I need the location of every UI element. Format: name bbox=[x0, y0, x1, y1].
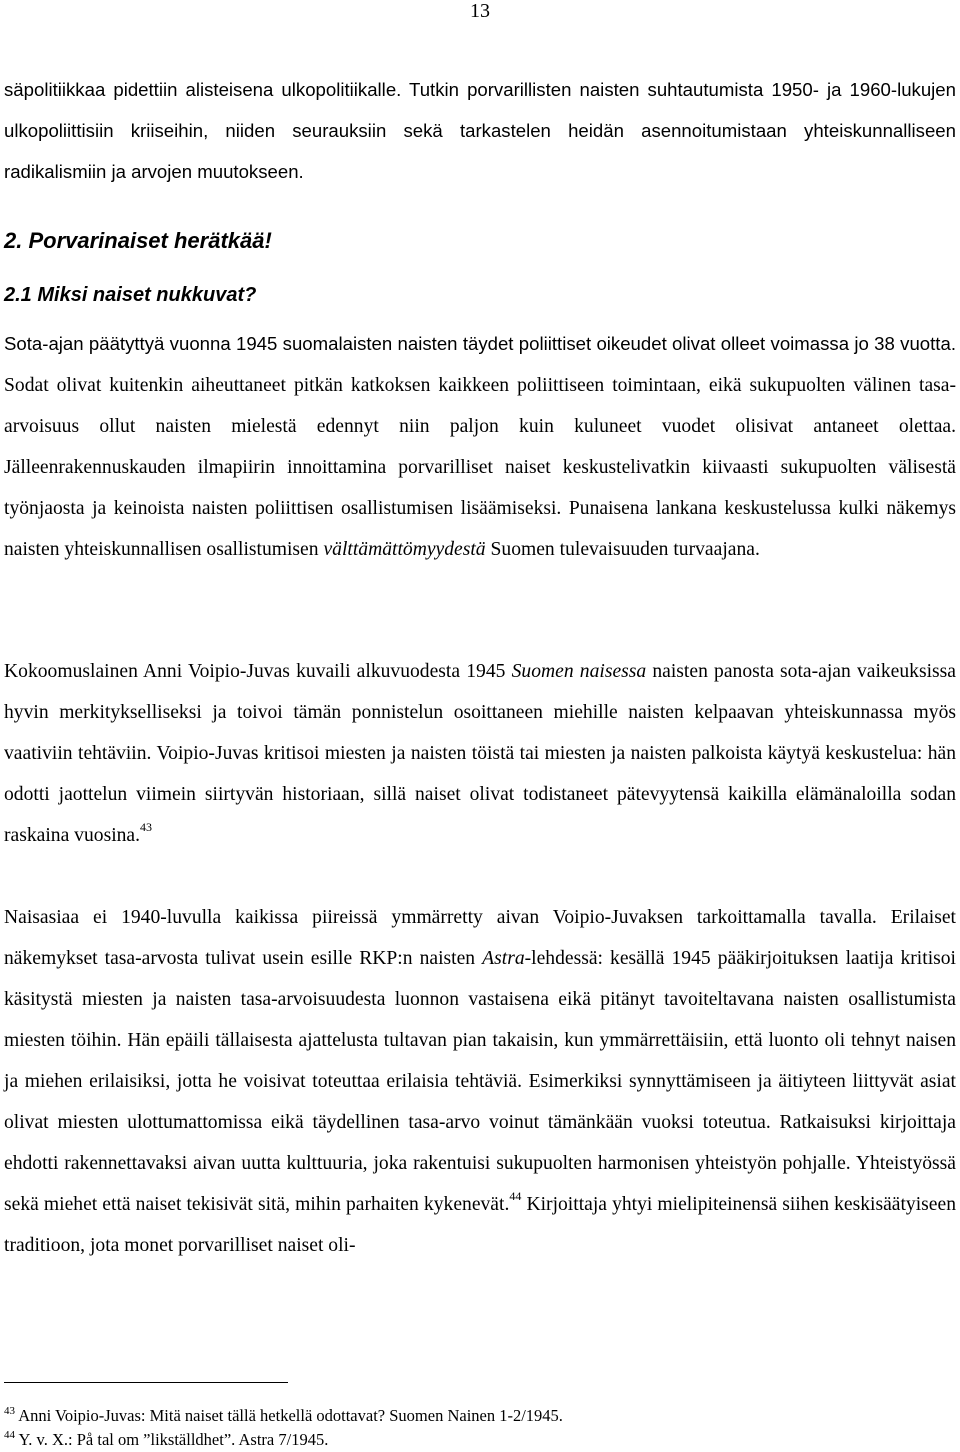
footnote-number: 44 bbox=[4, 1429, 15, 1441]
paragraph-3 bbox=[4, 897, 956, 1266]
paragraph-2-publication: Suomen naisessa bbox=[511, 661, 647, 682]
paragraph-3-end: Kirjoittaja yhtyi mielipiteinensä siihen keskisäätyiseen traditioon, jota monet porvarilliset naiset oli- bbox=[4, 1194, 956, 1256]
subsection-heading: 2.1 Miksi naiset nukkuvat? bbox=[4, 284, 257, 306]
paragraph-3-start: Naisasiaa ei 1940-luvulla kaikissa piireissä ymmärretty aivan Voipio-Juvaksen tarkoittamalla tavalla. Erilaiset näkemykset tasa-arvosta tulivat usein esille RKP:n naisten bbox=[4, 907, 956, 969]
paragraph-3-publication: Astra bbox=[482, 948, 525, 969]
paragraph-2-start: Kokoomuslainen Anni Voipio-Juvas kuvaili alkuvuodesta 1945 bbox=[4, 661, 512, 682]
paragraph-1-body: Sodat olivat kuitenkin aiheuttaneet pitkän katkoksen kaikkeen poliittiseen toimintaan, eikä sukupuolten välinen tasa-arvoisuus ollut naisten mielestä edennyt niin paljon kuin kuluneet vuodet olisivat antaneet olettaa. Jälleenrakennuskauden ilmapiirin innoittamina porvarilliset naiset keskustelivatkin kiivaasti sukupuolten välisestä työnjaosta ja keinoista naisten poliittisen osallistumisen lisäämiseksi. Punaisena lankana keskustelussa kulki näkemys naisten yhteiskunnallisen osallistumisen bbox=[4, 375, 956, 560]
footnotes bbox=[4, 1404, 956, 1452]
paragraph-3-body: -lehdessä: kesällä 1945 pääkirjoituksen laatija kritisoi käsitystä miesten ja naisten tasa-arvoisuudesta luonnon vastaisena eikä pitänyt tavoiteltavana naisten osallistumista miesten töihin. Hän epäili tällaisesta ajattelusta tultavan pian takaisin, kun ymmärrettäisiin, että luonto oli tehnyt naisen ja miehen erilaisiksi, jotta he voisivat toteuttaa erilaisia tehtäviä. Esimerkiksi synnyttämiseen ja äitiyteen liittyvät asiat olivat miesten ulottumattomissa eikä täydellinen tasa-arvo voinut tämänkään vuoksi toteutua. Ratkaisuksi kirjoittaja ehdotti rakennettavaksi aivan uutta kulttuuria, joka rakentuisi sukupuolten harmonisen yhteistyön pohjalle. Yhteistyössä sekä miehet että naiset tekisivät sitä, mihin parhaiten kykenevät. bbox=[4, 948, 956, 1215]
footnote-44 bbox=[4, 1428, 956, 1452]
paragraph-2-body: naisten panosta sota-ajan vaikeuksissa hyvin merkitykselliseksi ja toivoi tämän ponnistelun osoittaneen miehille naisten kelpaavan yhteiskunnassa myös vaativiin tehtäviin. Voipio-Juvas kritisoi miesten ja naisten töistä tai miesten ja naisten palkoista käytyä keskustelua: hän odotti jaottelun viimein siirtyvän historiaan, sillä naiset olivat todistaneet pätevyytensä kaikilla elämänaloilla sodan raskaina vuosina. bbox=[4, 661, 956, 846]
paragraph-1-emphasis: välttämättömyydestä bbox=[323, 539, 486, 560]
footnote-text: Anni Voipio-Juvas: Mitä naiset tällä hetkellä odottavat? Suomen Nainen 1-2/1945. bbox=[15, 1406, 563, 1425]
paragraph-2 bbox=[4, 651, 956, 856]
footnote-number: 43 bbox=[4, 1405, 15, 1417]
page-number: 13 bbox=[470, 0, 490, 22]
footnote-ref-43[interactable]: 43 bbox=[140, 820, 153, 834]
paragraph-1 bbox=[4, 323, 956, 570]
footnote-ref-44[interactable]: 44 bbox=[509, 1189, 522, 1203]
footnote-divider bbox=[4, 1382, 288, 1383]
paragraph-1-lead: Sota-ajan päätyttyä vuonna 1945 suomalaisten naisten täydet poliittiset oikeudet olivat olleet voimassa jo 38 vuotta. bbox=[4, 333, 956, 354]
intro-text: säpolitiikkaa pidettiin alisteisena ulkopolitiikalle. Tutkin porvarillisten naisten suhtautumista 1950- ja 1960-lukujen ulkopoliittisiin kriiseihin, niiden seurauksiin sekä tarkastelen heidän asennoitumistaan yhteiskunnalliseen radikalismiin ja arvojen muutokseen. bbox=[4, 79, 956, 182]
footnote-text: Y. v. X.: På tal om ”likställdhet”. Astra 7/1945. bbox=[15, 1430, 329, 1449]
paragraph-1-end: Suomen tulevaisuuden turvaajana. bbox=[485, 539, 760, 560]
footnote-43 bbox=[4, 1404, 956, 1428]
section-heading: 2. Porvarinaiset herätkää! bbox=[4, 228, 272, 253]
intro-paragraph bbox=[4, 69, 956, 192]
